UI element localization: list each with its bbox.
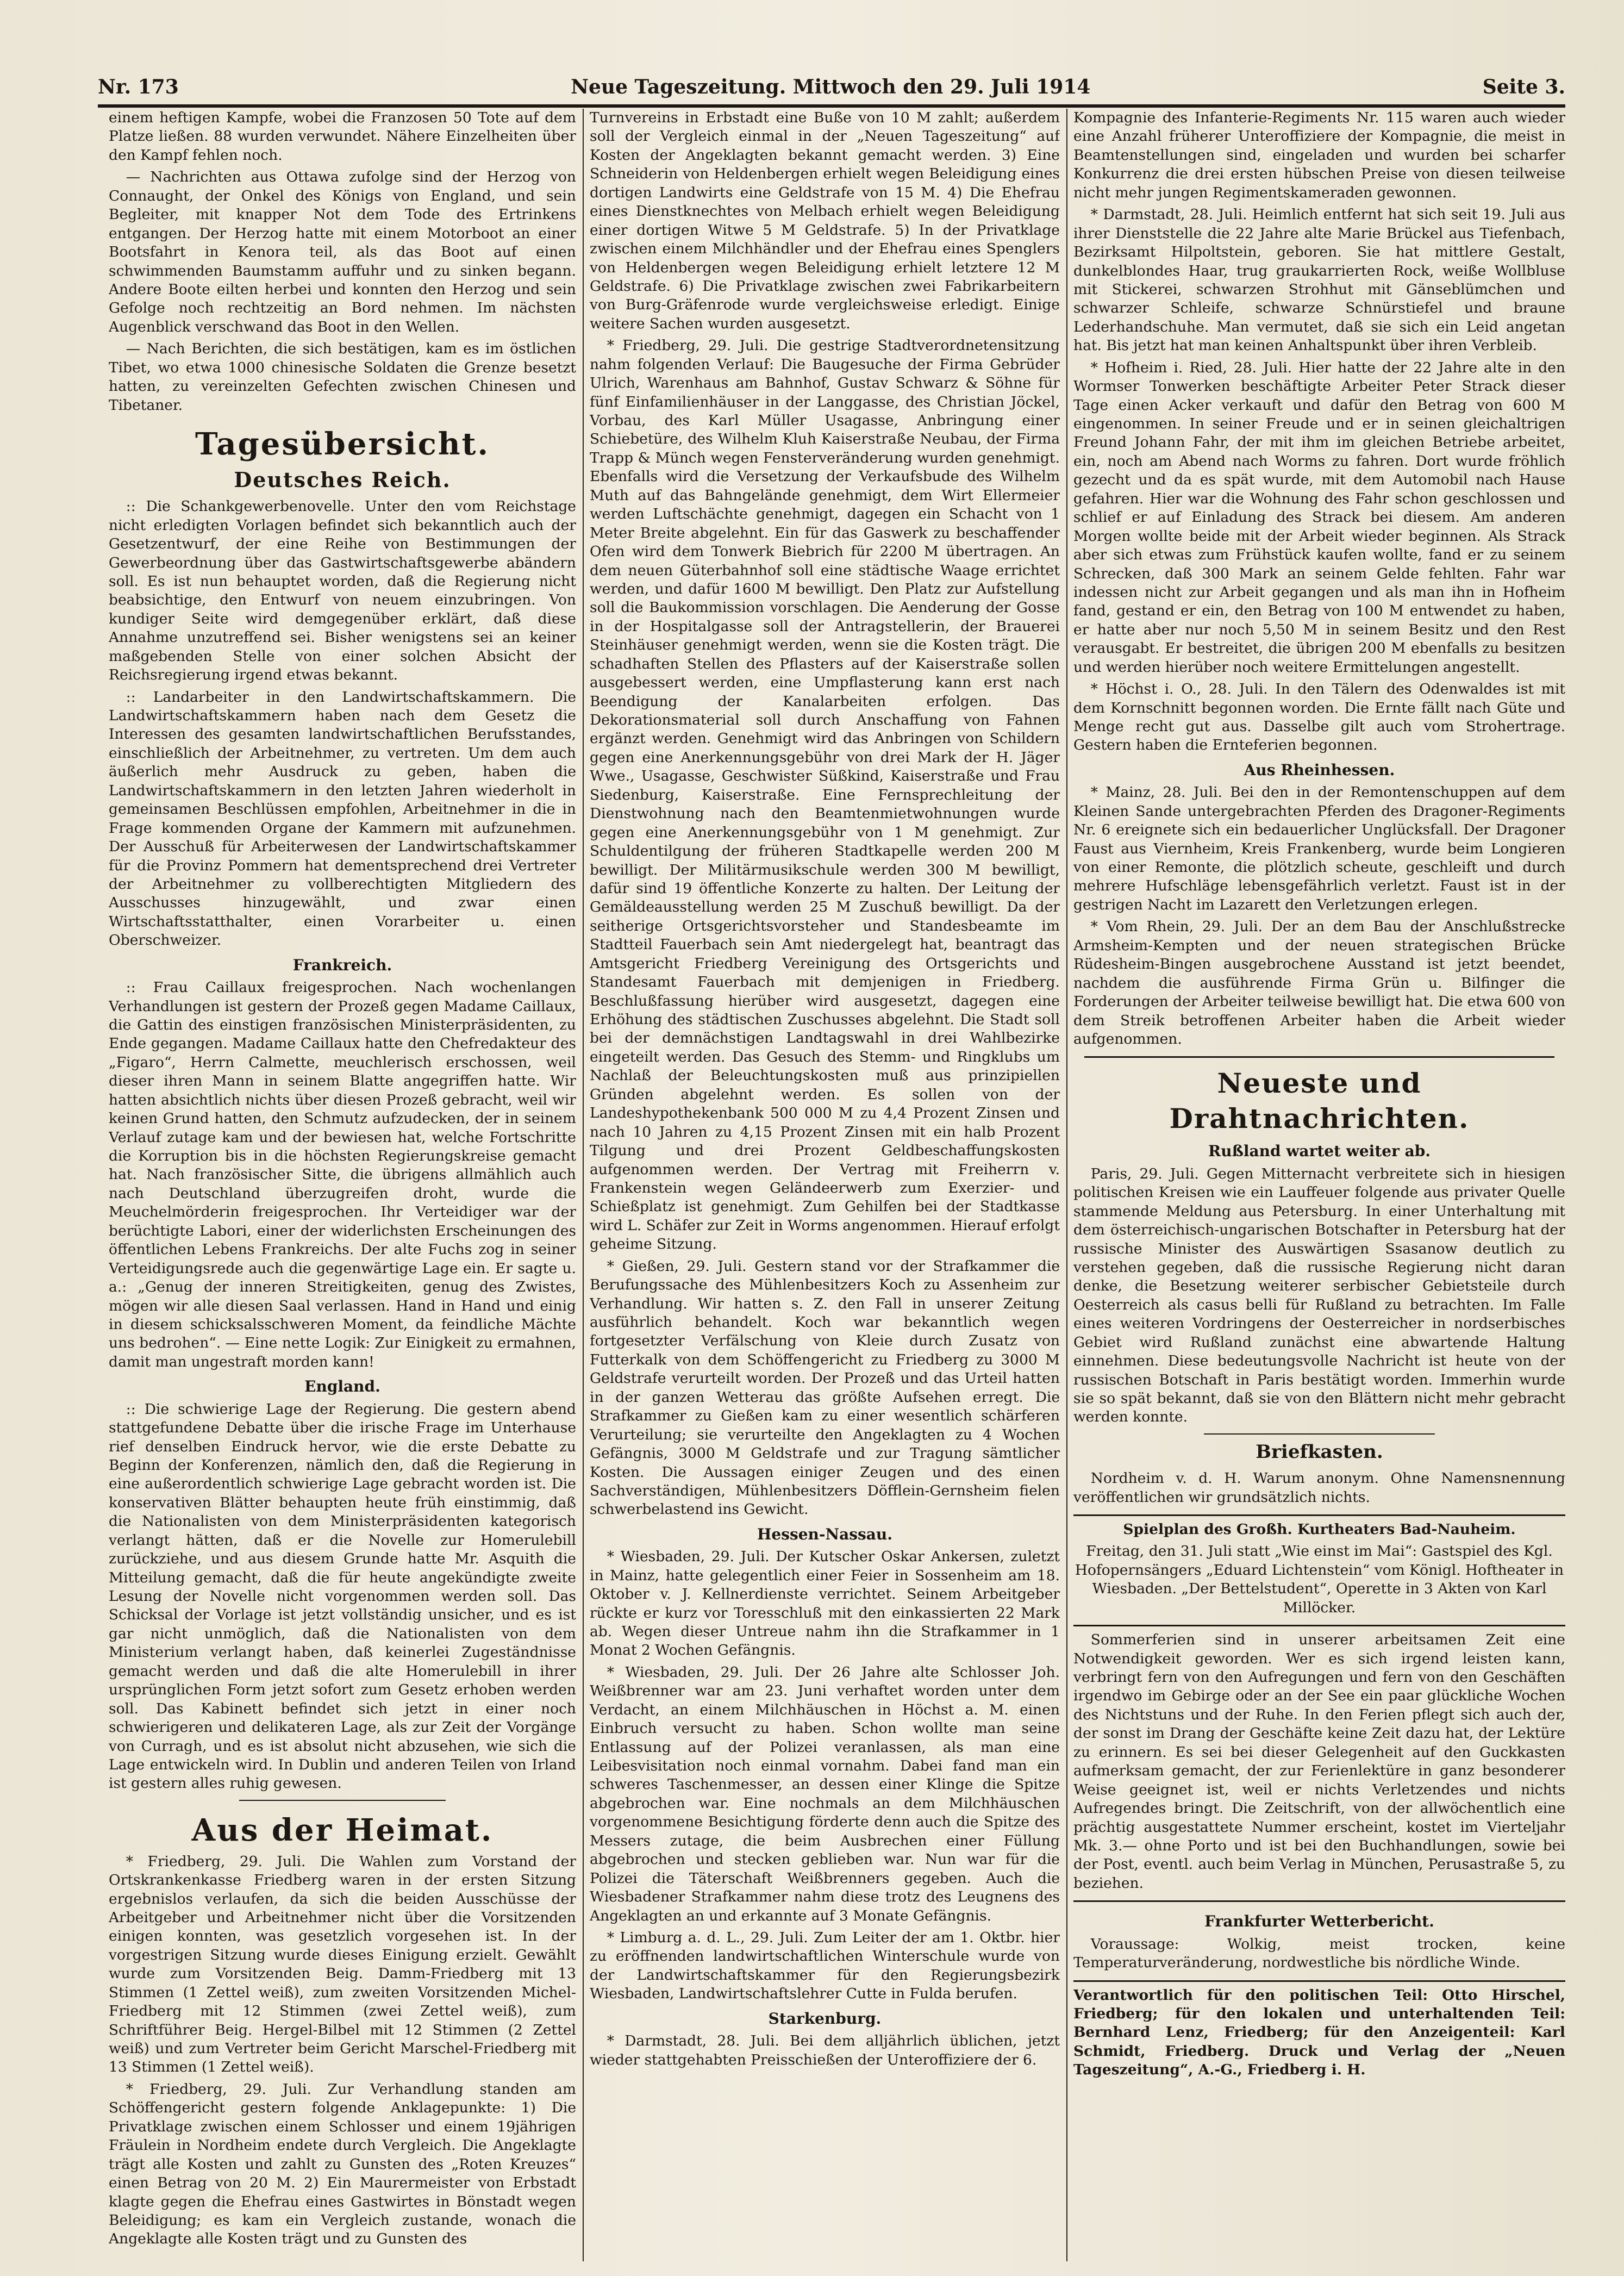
article-paragraph: * Friedberg, 29. Juli. Zur Verhandlung standen am Schöffengericht gestern folgende Anklagepunkte: 1) Die Privatklage zwischen einem Schlosser und einem 19jährigen Fräulein in Nordheim endete durch Vergleich. Die Angeklagte trägt alle Kosten und zahlt zu Gunsten des „Roten Kreuzes“ einen Betrag von 20 M. 2) Ein Maurermeister von Erbstadt klagte gegen die Ehefrau eines Gastwirtes in Bönstadt wegen Beleidigung; es kam ein Vergleich zustande, wonach die Angeklagte alle Kosten trägt und zu Gunsten des	[109, 2080, 576, 2248]
section-divider	[1204, 1433, 1435, 1435]
issue-number: Nr. 173	[98, 76, 179, 98]
section-title-briefkasten: Briefkasten.	[1256, 1441, 1383, 1463]
section-divider	[1084, 1056, 1554, 1058]
page-number: Seite 3.	[1482, 76, 1565, 98]
article-paragraph: Sommerferien sind in unserer arbeitsamen Zeit eine Notwendigkeit geworden. Wer es sich irgend leisten kann, verbringt fern von den Aufregungen und fern von den Geschäften irgendwo im Gebirge oder an der See ein paar glückliche Wochen des Nichtstuns und der Ruhe. In den Ferien pflegt sich auch der, der sonst im Drang der Geschäfte keine Zeit dazu hat, der Lektüre zu erinnern. Es sei bei dieser Gelegenheit auf den Guckkasten aufmerksam gemacht, der zur Ferienlektüre in ganz besonderer Weise geeignet ist, weil er nichts Verletzendes und nichts Aufregendes bringt. Die Zeitschrift, von der allwöchentlich eine prächtig ausgestattete Nummer erscheint, kostet im Vierteljahr Mk. 3.— ohne Porto und ist bei den Buchhandlungen, sowie bei der Post, eventl. auch beim Verlag in München, Perusastraße 5, zu beziehen.	[1073, 1631, 1565, 1892]
article-paragraph: einem heftigen Kampfe, wobei die Franzosen 50 Tote auf dem Platze ließen. 88 wurden verwundet. Nähere Einzelheiten über den Kampf fehlen noch.	[109, 109, 576, 164]
article-paragraph: — Nachrichten aus Ottawa zufolge sind der Herzog von Connaught, der Onkel des Königs von England, und sein Begleiter, mit knapper Not dem Tode des Ertrinkens entgangen. Der Herzog hatte mit einem Motorboot an einer Bootsfahrt in Kenora teil, als das Boot auf einen schwimmenden Baumstamm auffuhr und zu sinken begann. Andere Boote eilten herbei und konnten den Herzog und sein Gefolge noch rechtzeitig an Bord nehmen. Im nächsten Augenblick verschwand das Boot in den Wellen.	[109, 169, 576, 335]
article-paragraph: * Darmstadt, 28. Juli. Bei dem alljährlich üblichen, jetzt wieder stattgehabten Preisschießen der Unteroffiziere der 6.	[590, 2032, 1060, 2068]
article-paragraph: * Limburg a. d. L., 29. Juli. Zum Leiter der am 1. Oktbr. hier zu eröffnenden landwirtschaftlichen Winterschule wurde von der Landwirtschaftskammer für den Regierungsbezirk Wiesbaden, Landwirtschaftslehrer Cutte in Fulda berufen.	[590, 1929, 1060, 2003]
theater-notice	[1073, 1514, 1565, 1617]
article-paragraph: * Mainz, 28. Juli. Bei den in der Remontenschuppen auf dem Kleinen Sande untergebrachten Pferden des Dragoner-Regiments Nr. 6 ereignete sich ein bedauerlicher Unglücksfall. Der Dragoner Faust aus Viernheim, Kreis Frankenberg, wurde beim Longieren von einer Remonte, die plötzlich scheute, geschleift und durch mehrere Hufschläge lebensgefährlich verletzt. Faust ist in der gestrigen Nacht im Lazarett den Verletzungen erlegen.	[1073, 784, 1565, 913]
column-divider-1	[583, 109, 584, 2261]
subhead-england: England.	[304, 1377, 380, 1396]
article-paragraph: Turnvereins in Erbstadt eine Buße von 10 M zahlt; außerdem soll der Vergleich einmal in der „Neuen Tageszeitung“ auf Kosten der Angeklagten bekannt gemacht werden. 3) Eine Schneiderin von Heldenbergen erhielt wegen Beleidigung eines dortigen Landwirts eine Geldstrafe von 15 M. 4) Die Ehefrau eines Dienstknechtes von Melbach erhielt wegen Beleidigung einer dortigen Witwe 5 M Geldstrafe. 5) In der Privatklage zwischen einem Milchhändler und der Ehefrau eines Spenglers von Heldenbergen wegen Beleidigung erhielt letztere 12 M Geldstrafe. 6) Die Privatklage zwischen zwei Fabrikarbeitern von Burg-Gräfenrode wurde vergleichsweise erledigt. Einige weitere Sachen wurden ausgesetzt.	[590, 109, 1060, 332]
article-paragraph: * Höchst i. O., 28. Juli. In den Tälern des Odenwaldes ist mit dem Kornschnitt begonnen worden. Die Ernte fällt nach Güte und Menge recht gut aus. Dasselbe gilt auch vom Strohertrage. Gestern haben die Ernteferien begonnen.	[1073, 681, 1565, 754]
section-divider	[239, 1800, 446, 1801]
article-paragraph: Paris, 29. Juli. Gegen Mitternacht verbreitete sich in hiesigen politischen Kreisen wie ein Lauffeuer folgende aus privater Quelle stammende Meldung aus Petersburg. In einer Unterhaltung mit dem österreichisch-ungarischen Botschafter in Petersburg hat der russische Minister des Auswärtigen Ssasanow deutlich zu verstehen gegeben, daß die russische Regierung nicht daran denke, die Besetzung weiterer serbischer Gebietsteile durch Oesterreich als casus belli für Rußland zu betrachten. Im Falle eines weiteren Vordringens der Oesterreicher in nordserbisches Gebiet wird Rußland zunächst eine abwartende Haltung einnehmen. Diese bedeutungsvolle Nachricht ist heute von der russischen Botschaft in Paris bestätigt worden. Immerhin wurde sie so spät bekannt, daß sie von den Blättern nicht mehr gebracht werden konnte.	[1073, 1165, 1565, 1426]
header-rule	[98, 104, 1565, 108]
article-paragraph: * Vom Rhein, 29. Juli. Der an dem Bau der Anschlußstrecke Armsheim-Kempten und der neuen strategischen Brücke Rüdesheim-Bingen ausgebrochene Ausstand ist jetzt beendet, nachdem die ausführende Firma Grün u. Bilfinger die Forderungen der Arbeiter teilweise bewilligt hat. Die etwa 600 von dem Streik betroffenen Arbeiter haben die Arbeit wieder aufgenommen.	[1073, 918, 1565, 1047]
article-paragraph: * Wiesbaden, 29. Juli. Der Kutscher Oskar Ankersen, zuletzt in Mainz, hatte gelegentlich einer Feier in Sossenheim am 18. Oktober v. J. Kellnerdienste verrichtet. Seinem Arbeitgeber rückte er kurz vor Toresschluß mit den einkassierten 22 Mark ab. Wegen dieser Untreue nahm ihn die Strafkammer in 1 Monat 2 Wochen Gefängnis.	[590, 1548, 1060, 1659]
article-paragraph: — Nach Berichten, die sich bestätigen, kam es im östlichen Tibet, wo etwa 1000 chinesische Soldaten die Grenze besetzt hatten, zu vereinzelten Gefechten zwischen Chinesen und Tibetaner.	[109, 340, 576, 414]
column-divider-2	[1066, 109, 1067, 2261]
weather-text: Voraussage: Wolkig, meist trocken, keine Temperaturveränderung, nordwestliche bis nördliche Winde.	[1073, 1935, 1565, 1972]
subhead-rheinhessen: Aus Rheinhessen.	[1244, 760, 1395, 779]
theater-title: Spielplan des Großh. Kurtheaters Bad-Nauheim.	[1123, 1520, 1516, 1538]
article-paragraph: * Wiesbaden, 29. Juli. Der 26 Jahre alte Schlosser Joh. Weißbrenner war am 23. Juni verhaftet worden unter dem Verdacht, an einem Milchhäuschen in Höchst a. M. einen Einbruch versucht zu haben. Schon wollte man seine Entlassung auf der Polizei veranlassen, als man eine Leibesvisitation noch einmal vornahm. Dabei fand man ein schweres Taschenmesser, an dessen einer Klinge die Spitze abgebrochen war. Eine nochmals an dem Milchhäuschen vorgenommene Besichtigung förderte denn auch die Spitze des Messers zutage, die beim Ausbrechen einer Füllung abgebrochen und stecken geblieben war. Nun war für die Polizei die Täterschaft Weißbrenners gegeben. Auch die Wiesbadener Strafkammer nahm diese trotz des Leugnens des Angeklagten an und erkannte auf 3 Monate Gefängnis.	[590, 1663, 1060, 1924]
article-paragraph: * Gießen, 29. Juli. Gestern stand vor der Strafkammer die Berufungssache des Mühlenbesitzers Koch zu Assenheim zur Verhandlung. Wir hatten s. Z. den Fall in unserer Zeitung ausführlich behandelt. Koch war bekanntlich wegen fortgesetzter Verfälschung von Kleie durch Zusatz von Futterkalk von dem Schöffengericht zu Friedberg zu 3000 M Geldstrafe verurteilt worden. Der Prozeß und das Urteil hatten in der ganzen Wetterau das größte Aufsehen erregt. Die Strafkammer zu Gießen kam zu einer wesentlich schärferen Verurteilung; sie verurteilte den Angeklagten zu 4 Wochen Gefängnis, 3000 M Geldstrafe und zur Tragung sämtlicher Kosten. Die Aussagen einiger Zeugen und des einen Sachverständigen, Mühlenbesitzers Döfflein-Gernsheim fielen schwerbelastend ins Gewicht.	[590, 1257, 1060, 1518]
column-2	[590, 109, 1060, 2261]
article-paragraph: :: Die Schankgewerbenovelle. Unter den vom Reichstage nicht erledigten Vorlagen befindet sich bekanntlich auch der Gesetzentwurf, der eine Reihe von Bestimmungen der Gewerbeordnung über das Gastwirtschaftsgewerbe abändern soll. Es ist nun behauptet worden, daß die Regierung nicht beabsichtige, den Entwurf von neuem einzubringen. Von kundiger Seite wird demgegenüber erklärt, daß diese Annahme unzutreffend sei. Bisher wenigstens sei an keiner maßgebenden Stelle von einer solchen Absicht der Reichsregierung irgend etwas bekannt.	[109, 498, 576, 684]
article-paragraph: Kompagnie des Infanterie-Regiments Nr. 115 waren auch wieder eine Anzahl früherer Unteroffiziere der Kompagnie, die meist in Beamtenstellungen sind, eingeladen und wurden bei scharfer Konkurrenz die drei ersten hübschen Preise von diesen teilweise nicht mehr jungen Regimentskameraden gewonnen.	[1073, 109, 1565, 201]
article-paragraph: * Darmstadt, 28. Juli. Heimlich entfernt hat sich seit 19. Juli aus ihrer Dienststelle die 22 Jahre alte Marie Brückel aus Tiefenbach, Bezirksamt Hilpoltstein, geboren. Sie hat mittlere Gestalt, dunkelblondes Haar, trug graukarrierten Rock, weiße Wollbluse mit Stickerei, schwarzen Strohhut mit Gänseblümchen und schwarzer Schleife, schwarze Schnürstiefel und braune Lederhandschuhe. Man vermutet, daß sie sich ein Leid angetan hat. Bis jetzt hat man keinen Anhaltspunkt über ihren Verbleib.	[1073, 206, 1565, 354]
weather-title: Frankfurter Wetterbericht.	[1204, 1912, 1434, 1931]
section-title-heimat: Aus der Heimat.	[191, 1812, 494, 1848]
subhead-frankreich: Frankreich.	[292, 956, 392, 974]
imprint-block	[1073, 1980, 1565, 2080]
section-subtitle-deutsches-reich: Deutsches Reich.	[234, 467, 451, 492]
subhead-hessen-nassau: Hessen-Nassau.	[757, 1525, 893, 1543]
masthead-date: Neue Tageszeitung. Mittwoch den 29. Juli 1914	[571, 76, 1091, 98]
article-paragraph: :: Landarbeiter in den Landwirtschaftskammern. Die Landwirtschaftskammern haben nach dem Gesetz die Interessen des gesamten landwirtschaftlichen Berufsstandes, einschließlich der Arbeitnehmer, zu vertreten. Um dem auch äußerlich mehr Ausdruck zu geben, haben die Landwirtschaftskammern in den letzten Jahren wiederholt in gemeinsamen Beschlüssen empfohlen, Arbeitnehmer in die in Frage kommenden Organe der Kammern mit aufzunehmen. Der Ausschuß für Arbeiterwesen der Landwirtschaftskammer für die Provinz Pommern hat dementsprechend drei Vertreter der Arbeitnehmer zu vollberechtigten Mitgliedern des Ausschusses hinzugewählt, und zwar einen Wirtschaftsstatthalter, einen Vorarbeiter u. einen Oberschweizer.	[109, 688, 576, 949]
column-1	[109, 109, 576, 2261]
subhead-russland: Rußland wartet weiter ab.	[1208, 1142, 1431, 1161]
article-paragraph: * Friedberg, 29. Juli. Die Wahlen zum Vorstand der Ortskrankenkasse Friedberg waren in der ersten Sitzung ergebnislos verlaufen, da sich die beiden Ausschüsse der Arbeitgeber und Arbeitnehmer nicht über die Vorsitzenden einigen konnten, was gesetzlich vorgesehen ist. In der vorgestrigen Sitzung wurde dieses Einigung erzielt. Gewählt wurde zum Vorsitzenden Beig. Damm-Friedberg mit 13 Stimmen (1 Zettel weiß), zum zweiten Vorsitzenden Michel-Friedberg mit 12 Stimmen (zwei Zettel weiß), zum Schriftführer Beig. Hergel-Bilbel mit 12 Stimmen (2 Zettel weiß) und zum Vertreter beim Gericht Marschel-Friedberg mit 13 Stimmen (1 Zettel weiß).	[109, 1853, 576, 2076]
article-paragraph: :: Die schwierige Lage der Regierung. Die gestern abend stattgefundene Debatte über die irische Frage im Unterhause rief denselben Eindruck hervor, wie die erste Debatte zu Beginn der Konferenzen, nämlich den, daß die Regierung in eine außerordentlich schwierige Lage gebracht worden ist. Die konservativen Blätter behaupten heute früh einstimmig, daß die Nationalisten von dem Ministerpräsidenten kategorisch verlangt hätten, daß er die Novelle zur Homerulebill zurückziehe, und aus diesem Grunde hatte Mr. Asquith die Mitteilung gemacht, daß die für heute angekündigte zweite Lesung der Novelle nicht vorgenommen werden soll. Das Schicksal der Vorlage ist jetzt vollständig unsicher, und es ist gar nicht unmöglich, daß die Nationalisten von dem Ministerium verlangt haben, daß keinerlei Zugeständnisse gemacht werden und daß die alte Homerulebill in ihrer ursprünglichen Form jetzt sofort zum Gesetz erhoben werden soll. Das Kabinett befindet sich jetzt in einer noch schwierigeren und delikateren Lage, als zur Zeit der Vorgänge von Curragh, und es ist absolut nicht abzusehen, wie sich die Lage entwickeln wird. In Dublin und anderen Teilen von Irland ist gestern alles ruhig gewesen.	[109, 1400, 576, 1792]
theater-text: Freitag, den 31. Juli statt „Wie einst im Mai“: Gastspiel des Kgl. Hofopernsängers „Eduard Lichtenstein“ vom Königl. Hoftheater in Wiesbaden. „Der Bettelstudent“, Operette in 3 Akten von Karl Millöcker.	[1075, 1543, 1564, 1616]
advert-block	[1073, 1625, 1565, 1893]
article-paragraph: Nordheim v. d. H. Warum anonym. Ohne Namensnennung veröffentlichen wir grundsätzlich nichts.	[1073, 1470, 1565, 1506]
section-title-drahtnachrichten: Neueste und Drahtnachrichten.	[1169, 1067, 1470, 1135]
article-paragraph: * Friedberg, 29. Juli. Die gestrige Stadtverordnetensitzung nahm folgenden Verlauf: Die Baugesuche der Firma Gebrüder Ulrich, Warenhaus am Bahnhof, Gustav Schwarz & Söhne für fünf Einfamilienhäuser in der Langgasse, des Christian Jöckel, Vorbau, des Karl Müller Usagasse, Anbringung einer Schiebetüre, des Wilhelm Kluh Kaiserstraße Neubau, der Firma Trapp & Münch wegen Fensterveränderung wurden genehmigt. Ebenfalls wird die Versetzung der Verkaufsbude des Wilhelm Muth auf das Bahngelände genehmigt, dem Wirt Ellermeier werden Luftschächte genehmigt, dagegen ein Schacht von 1 Meter Breite abgelehnt. Ein für das Gaswerk zu beschaffender Ofen wird dem Tonwerk Biebrich für 2200 M übertragen. An dem neuen Güterbahnhof soll eine städtische Waage errichtet werden, und dafür 1600 M bewilligt. Den Platz zur Aufstellung soll die Baukommission vorschlagen. Die Aenderung der Gosse in der Hospitalgasse soll der Antragstellerin, der Brauerei Steinhäuser genehmigt werden, wenn sie die Kosten trägt. Die schadhaften Stellen des Pflasters auf der Kaiserstraße sollen ausgebessert werden, eine Umpflasterung kann erst nach Beendigung der Kanalarbeiten erfolgen. Das Dekorationsmaterial soll durch Anschaffung von Fahnen ergänzt werden. Genehmigt wird das Anbringen von Schildern gegen eine Anerkennungsgebühr von drei Mark der H. Jäger Wwe., Usagasse, Geschwister Süßkind, Kaiserstraße und Frau Siedenburg, Kaiserstraße. Eine Fernsprechleitung der Dienstwohnung nach den Beamtenmietwohnungen wurde gegen eine Anerkennungsgebühr von 1 M genehmigt. Zur Schuldentilgung der früheren Stadtkapelle werden 200 M bewilligt. Der Militärmusikschule werden 300 M bewilligt, dafür sind 19 öffentliche Konzerte zu halten. Der Leitung der Gemäldeausstellung werden 25 M Zuschuß bewilligt. Da der seitherige Ortsgerichtsvorsteher und Standesbeamte im Stadtteil Fauerbach sein Amt niedergelegt hat, beantragt das Amtsgericht Friedberg Vereinigung des Ortsgerichts und Standesamt Fauerbach mit demjenigen in Friedberg. Beschlußfassung hierüber wird ausgesetzt, dagegen eine Erhöhung des städtischen Zuschusses abgelehnt. Die Stadt soll bei der demnächstigen Landtagswahl in drei Wahlbezirke eingeteilt werden. Das Gesuch des Stemm- und Ringklubs um Nachlaß der Beleuchtungskosten muß aus prinzipiellen Gründen abgelehnt werden. Es sollen von der Landeshypothekenbank 500 000 M zu 4,4 Prozent Zinsen und nach 10 Jahren zu 4,15 Prozent Zinsen mit ein halb Prozent Tilgung und drei Prozent Geldbeschaffungskosten aufgenommen werden. Der Vertrag mit Freiherrn v. Frankenstein wegen Geländeerwerb zum Exerzier- und Schießplatz ist genehmigt. Zum Gehilfen bei der Stadtkasse wird L. Schäfer zur Zeit in Worms angenommen. Hierauf erfolgt geheime Sitzung.	[590, 337, 1060, 1253]
article-paragraph: :: Frau Caillaux freigesprochen. Nach wochenlangen Verhandlungen ist gestern der Prozeß gegen Madame Caillaux, die Gattin des einstigen französischen Ministerpräsidenten, zu Ende gegangen. Madame Caillaux hatte den Chefredakteur des „Figaro“, Herrn Calmette, meuchlerisch erschossen, weil dieser ihren Mann in seinem Blatte angegriffen hatte. Wir hatten absichtlich nichts über diesen Prozeß gebracht, weil wir keinen Grund hatten, den Schmutz aufzudecken, der in seinem Verlauf zutage kam und der bewiesen hat, welche Fortschritte die Korruption bis in die höchsten Regierungskreise gemacht hat. Nach französischer Sitte, die übrigens allmählich auch nach Deutschland überzugreifen droht, wurde die Meuchelmörderin freigesprochen. Ihr Verteidiger war der berüchtigte Labori, einer der widerlichsten Erscheinungen des öffentlichen Lebens Frankreichs. Der alte Fuchs zog in seiner Verteidigungsrede auch die gegenwärtige Lage ein. Er sagte u. a.: „Genug der inneren Streitigkeiten, genug des Zwistes, mögen wir alle diesen Saal verlassen. Hand in Hand und einig in diesem schicksalsschweren Moment, da feindliche Mächte uns bedrohen“. — Eine nette Logik: Zur Einigkeit zu ermahnen, damit man ungestraft morden kann!	[109, 979, 576, 1370]
article-paragraph: * Hofheim i. Ried, 28. Juli. Hier hatte der 22 Jahre alte in den Wormser Tonwerken beschäftigte Arbeiter Peter Strack dieser Tage einen Acker verkauft und dafür den Betrag von 600 M eingenommen. In seiner Freude und er in seinen gleichaltrigen Freund Johann Fahr, der mit ihm im gleichen Betriebe arbeitet, ein, noch am Abend nach Worms zu fahren. Dort wurde fröhlich gezecht und da es spät wurde, mit dem Automobil nach Hause gefahren. Hier war die Wohnung des Fahr schon geschlossen und schlief er auf Einladung des Strack bei diesem. Am anderen Morgen wollte beide mit der Arbeit wieder beginnen. Als Strack aber sich etwas zum Frühstück kaufen wollte, fand er zu seinem Schrecken, daß 300 Mark an seinem Gelde fehlten. Fahr war indessen nicht zur Arbeit gegangen und als man ihn in Hofheim fand, gestand er ein, den Betrag von 100 M entwendet zu haben, er hatte aber nur noch 5,50 M in seinem Besitz und den Rest verausgabt. Er bestreitet, die übrigen 200 M ebenfalls zu besitzen und werden hierüber noch weitere Ermittelungen angestellt.	[1073, 359, 1565, 676]
subhead-starkenburg: Starkenburg.	[768, 2009, 882, 2028]
section-title-tagesuebersicht: Tagesübersicht.	[195, 426, 490, 462]
weather-report	[1073, 1900, 1565, 1972]
imprint-text: Verantwortlich für den politischen Teil: Otto Hirschel, Friedberg; für den lokalen und unterhaltenden Teil: Bernhard Lenz, Friedberg; für den Anzeigenteil: Karl Schmidt, Friedberg. Druck und Verlag der „Neuen Tageszeitung“, A.-G., Friedberg i. H.	[1073, 1986, 1565, 2079]
page-header	[98, 72, 1565, 102]
column-3	[1073, 109, 1565, 2261]
